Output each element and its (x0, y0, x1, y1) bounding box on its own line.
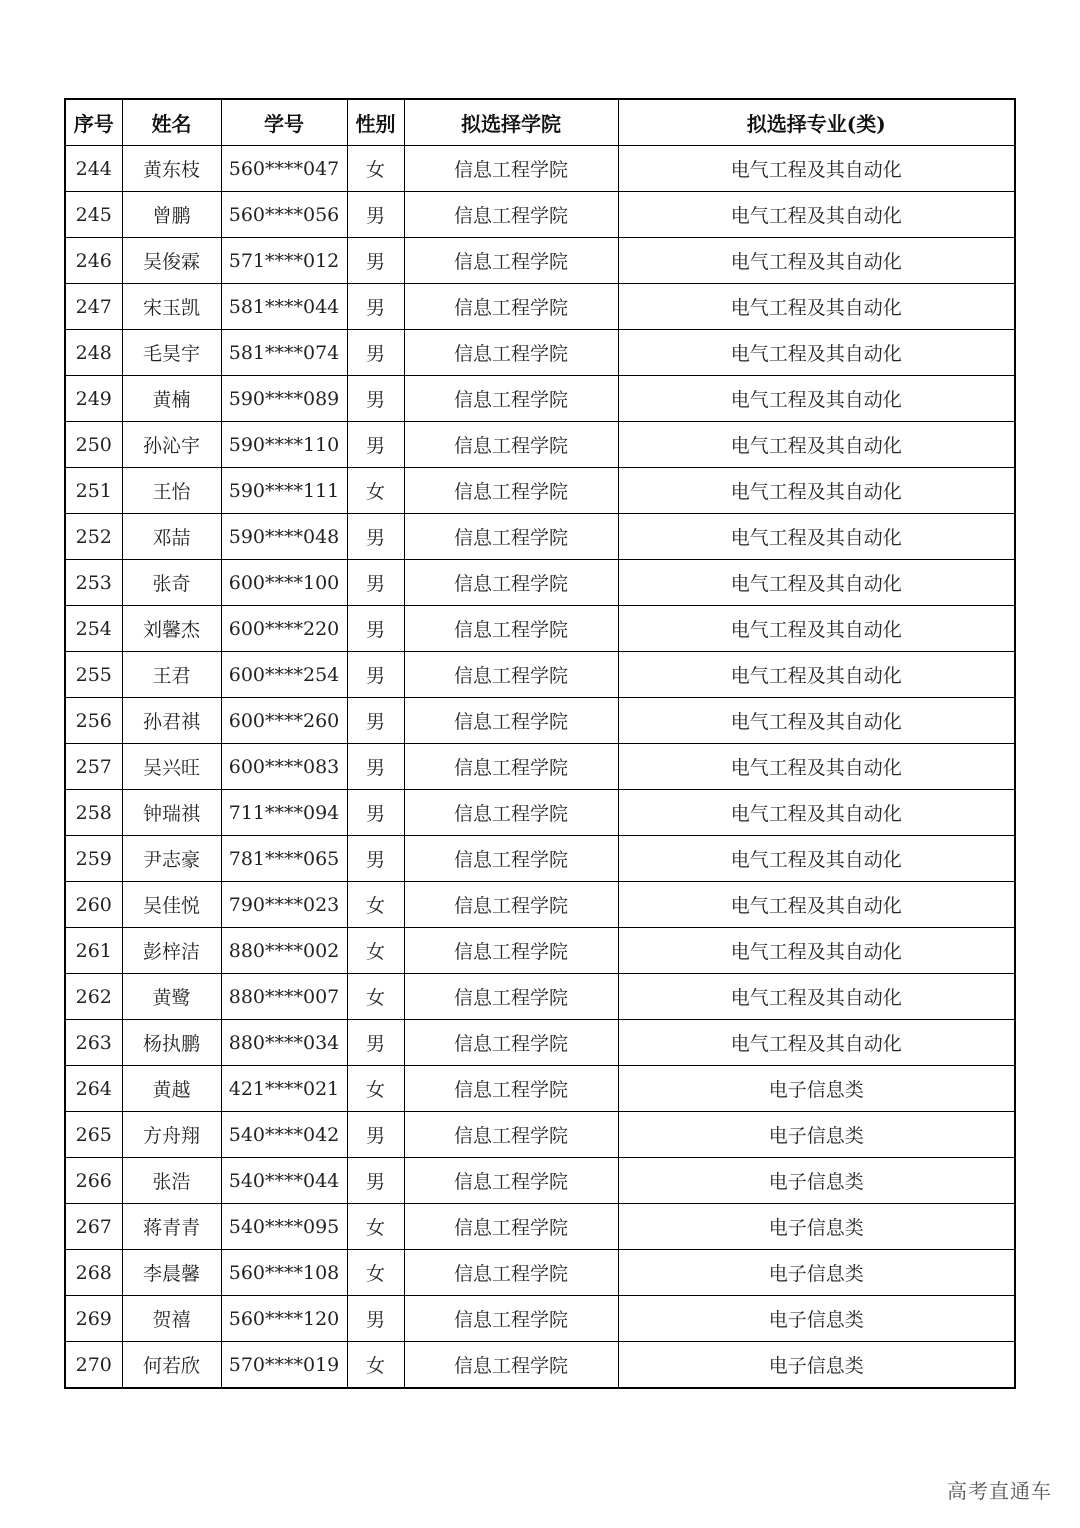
cell-name: 王怡 (122, 468, 221, 514)
cell-serial-number: 253 (65, 560, 122, 606)
cell-gender: 男 (347, 652, 404, 698)
cell-serial-number: 245 (65, 192, 122, 238)
cell-student-id: 711****094 (221, 790, 347, 836)
cell-college: 信息工程学院 (404, 376, 618, 422)
cell-student-id: 560****120 (221, 1296, 347, 1342)
cell-major: 电气工程及其自动化 (618, 744, 1015, 790)
cell-college: 信息工程学院 (404, 1158, 618, 1204)
cell-college: 信息工程学院 (404, 1020, 618, 1066)
header-name: 姓名 (122, 99, 221, 146)
cell-major: 电子信息类 (618, 1296, 1015, 1342)
table-row (65, 284, 1015, 330)
cell-name: 曾鹏 (122, 192, 221, 238)
cell-college: 信息工程学院 (404, 1066, 618, 1112)
table-row (65, 560, 1015, 606)
cell-name: 杨执鹏 (122, 1020, 221, 1066)
cell-gender: 男 (347, 744, 404, 790)
cell-college: 信息工程学院 (404, 1204, 618, 1250)
cell-student-id: 560****047 (221, 146, 347, 192)
cell-student-id: 560****056 (221, 192, 347, 238)
cell-major: 电气工程及其自动化 (618, 1020, 1015, 1066)
cell-college: 信息工程学院 (404, 928, 618, 974)
table-row (65, 192, 1015, 238)
cell-name: 刘馨杰 (122, 606, 221, 652)
cell-gender: 男 (347, 1020, 404, 1066)
cell-gender: 女 (347, 468, 404, 514)
cell-college: 信息工程学院 (404, 422, 618, 468)
table-row (65, 1066, 1015, 1112)
cell-gender: 女 (347, 146, 404, 192)
cell-college: 信息工程学院 (404, 606, 618, 652)
cell-serial-number: 266 (65, 1158, 122, 1204)
cell-serial-number: 265 (65, 1112, 122, 1158)
cell-student-id: 590****089 (221, 376, 347, 422)
cell-name: 孙沁宇 (122, 422, 221, 468)
cell-student-id: 570****019 (221, 1342, 347, 1389)
cell-serial-number: 254 (65, 606, 122, 652)
cell-serial-number: 251 (65, 468, 122, 514)
table-row (65, 238, 1015, 284)
cell-major: 电子信息类 (618, 1342, 1015, 1389)
cell-name: 吴兴旺 (122, 744, 221, 790)
cell-gender: 男 (347, 790, 404, 836)
cell-student-id: 880****002 (221, 928, 347, 974)
cell-gender: 男 (347, 514, 404, 560)
cell-serial-number: 259 (65, 836, 122, 882)
cell-college: 信息工程学院 (404, 836, 618, 882)
cell-student-id: 790****023 (221, 882, 347, 928)
cell-gender: 男 (347, 606, 404, 652)
cell-college: 信息工程学院 (404, 238, 618, 284)
cell-major: 电气工程及其自动化 (618, 192, 1015, 238)
table-row (65, 468, 1015, 514)
cell-student-id: 600****254 (221, 652, 347, 698)
cell-student-id: 600****220 (221, 606, 347, 652)
cell-college: 信息工程学院 (404, 974, 618, 1020)
cell-serial-number: 246 (65, 238, 122, 284)
cell-name: 黄楠 (122, 376, 221, 422)
cell-serial-number: 258 (65, 790, 122, 836)
cell-name: 王君 (122, 652, 221, 698)
cell-serial-number: 267 (65, 1204, 122, 1250)
cell-student-id: 540****042 (221, 1112, 347, 1158)
cell-major: 电气工程及其自动化 (618, 974, 1015, 1020)
cell-name: 毛昊宇 (122, 330, 221, 376)
cell-student-id: 421****021 (221, 1066, 347, 1112)
cell-college: 信息工程学院 (404, 330, 618, 376)
cell-student-id: 581****074 (221, 330, 347, 376)
cell-major: 电气工程及其自动化 (618, 836, 1015, 882)
cell-gender: 男 (347, 698, 404, 744)
cell-serial-number: 270 (65, 1342, 122, 1389)
cell-gender: 男 (347, 284, 404, 330)
table-row (65, 790, 1015, 836)
table-row (65, 1158, 1015, 1204)
cell-major: 电子信息类 (618, 1204, 1015, 1250)
cell-college: 信息工程学院 (404, 1112, 618, 1158)
cell-major: 电气工程及其自动化 (618, 330, 1015, 376)
table-body (65, 146, 1015, 1389)
cell-college: 信息工程学院 (404, 192, 618, 238)
table-row (65, 330, 1015, 376)
header-student-id: 学号 (221, 99, 347, 146)
cell-gender: 女 (347, 928, 404, 974)
table-row (65, 974, 1015, 1020)
cell-serial-number: 264 (65, 1066, 122, 1112)
cell-name: 钟瑞祺 (122, 790, 221, 836)
table-row (65, 698, 1015, 744)
cell-gender: 男 (347, 1158, 404, 1204)
cell-gender: 男 (347, 238, 404, 284)
cell-major: 电气工程及其自动化 (618, 560, 1015, 606)
cell-major: 电气工程及其自动化 (618, 468, 1015, 514)
cell-major: 电气工程及其自动化 (618, 606, 1015, 652)
cell-gender: 女 (347, 1342, 404, 1389)
cell-student-id: 600****100 (221, 560, 347, 606)
cell-major: 电气工程及其自动化 (618, 698, 1015, 744)
cell-name: 贺禧 (122, 1296, 221, 1342)
cell-major: 电子信息类 (618, 1250, 1015, 1296)
cell-gender: 男 (347, 836, 404, 882)
cell-serial-number: 268 (65, 1250, 122, 1296)
cell-serial-number: 269 (65, 1296, 122, 1342)
cell-major: 电气工程及其自动化 (618, 652, 1015, 698)
cell-major: 电子信息类 (618, 1066, 1015, 1112)
table-row (65, 1204, 1015, 1250)
table-row (65, 928, 1015, 974)
cell-student-id: 560****108 (221, 1250, 347, 1296)
header-major: 拟选择专业(类) (618, 99, 1015, 146)
cell-college: 信息工程学院 (404, 284, 618, 330)
cell-major: 电气工程及其自动化 (618, 422, 1015, 468)
cell-major: 电气工程及其自动化 (618, 790, 1015, 836)
cell-serial-number: 252 (65, 514, 122, 560)
header-gender: 性别 (347, 99, 404, 146)
cell-college: 信息工程学院 (404, 146, 618, 192)
cell-student-id: 590****048 (221, 514, 347, 560)
cell-major: 电气工程及其自动化 (618, 514, 1015, 560)
cell-college: 信息工程学院 (404, 514, 618, 560)
cell-college: 信息工程学院 (404, 468, 618, 514)
cell-serial-number: 256 (65, 698, 122, 744)
table-row (65, 146, 1015, 192)
cell-student-id: 590****110 (221, 422, 347, 468)
cell-major: 电子信息类 (618, 1158, 1015, 1204)
table-row (65, 376, 1015, 422)
cell-college: 信息工程学院 (404, 1296, 618, 1342)
cell-college: 信息工程学院 (404, 560, 618, 606)
cell-major: 电气工程及其自动化 (618, 376, 1015, 422)
cell-student-id: 781****065 (221, 836, 347, 882)
table-row (65, 836, 1015, 882)
student-major-table (64, 98, 1016, 1389)
cell-name: 黄东枝 (122, 146, 221, 192)
cell-gender: 女 (347, 882, 404, 928)
cell-name: 邓喆 (122, 514, 221, 560)
table-row (65, 652, 1015, 698)
cell-student-id: 540****044 (221, 1158, 347, 1204)
cell-name: 吴佳悦 (122, 882, 221, 928)
cell-college: 信息工程学院 (404, 744, 618, 790)
cell-major: 电子信息类 (618, 1112, 1015, 1158)
cell-name: 尹志豪 (122, 836, 221, 882)
cell-student-id: 571****012 (221, 238, 347, 284)
cell-gender: 女 (347, 1250, 404, 1296)
cell-serial-number: 247 (65, 284, 122, 330)
cell-gender: 女 (347, 1066, 404, 1112)
cell-serial-number: 255 (65, 652, 122, 698)
cell-gender: 男 (347, 192, 404, 238)
cell-gender: 女 (347, 1204, 404, 1250)
cell-student-id: 600****260 (221, 698, 347, 744)
cell-serial-number: 262 (65, 974, 122, 1020)
header-college: 拟选择学院 (404, 99, 618, 146)
table-row (65, 1112, 1015, 1158)
cell-gender: 男 (347, 1296, 404, 1342)
cell-student-id: 880****007 (221, 974, 347, 1020)
table-header-row (65, 99, 1015, 146)
cell-serial-number: 249 (65, 376, 122, 422)
cell-name: 吴俊霖 (122, 238, 221, 284)
cell-college: 信息工程学院 (404, 882, 618, 928)
cell-name: 黄鹭 (122, 974, 221, 1020)
cell-serial-number: 257 (65, 744, 122, 790)
cell-gender: 男 (347, 330, 404, 376)
cell-student-id: 880****034 (221, 1020, 347, 1066)
cell-name: 李晨馨 (122, 1250, 221, 1296)
cell-major: 电气工程及其自动化 (618, 238, 1015, 284)
cell-major: 电气工程及其自动化 (618, 284, 1015, 330)
cell-name: 孙君祺 (122, 698, 221, 744)
table-row (65, 1020, 1015, 1066)
cell-gender: 女 (347, 974, 404, 1020)
cell-serial-number: 260 (65, 882, 122, 928)
cell-serial-number: 244 (65, 146, 122, 192)
cell-name: 黄越 (122, 1066, 221, 1112)
cell-college: 信息工程学院 (404, 790, 618, 836)
cell-student-id: 590****111 (221, 468, 347, 514)
table-row (65, 1342, 1015, 1389)
cell-name: 何若欣 (122, 1342, 221, 1389)
cell-college: 信息工程学院 (404, 698, 618, 744)
table-row (65, 514, 1015, 560)
cell-name: 蒋青青 (122, 1204, 221, 1250)
cell-gender: 男 (347, 560, 404, 606)
table-row (65, 1250, 1015, 1296)
cell-name: 宋玉凯 (122, 284, 221, 330)
table-row (65, 1296, 1015, 1342)
table-row (65, 882, 1015, 928)
cell-gender: 男 (347, 422, 404, 468)
cell-college: 信息工程学院 (404, 1342, 618, 1389)
cell-name: 方舟翔 (122, 1112, 221, 1158)
cell-serial-number: 261 (65, 928, 122, 974)
header-serial-number: 序号 (65, 99, 122, 146)
cell-major: 电气工程及其自动化 (618, 928, 1015, 974)
cell-student-id: 540****095 (221, 1204, 347, 1250)
cell-college: 信息工程学院 (404, 652, 618, 698)
cell-serial-number: 250 (65, 422, 122, 468)
cell-student-id: 581****044 (221, 284, 347, 330)
table-row (65, 744, 1015, 790)
cell-gender: 男 (347, 376, 404, 422)
cell-serial-number: 263 (65, 1020, 122, 1066)
cell-name: 张奇 (122, 560, 221, 606)
cell-major: 电气工程及其自动化 (618, 882, 1015, 928)
cell-college: 信息工程学院 (404, 1250, 618, 1296)
cell-name: 张浩 (122, 1158, 221, 1204)
watermark-text: 高考直通车 (947, 1479, 1052, 1503)
cell-student-id: 600****083 (221, 744, 347, 790)
cell-serial-number: 248 (65, 330, 122, 376)
table-row (65, 422, 1015, 468)
cell-gender: 男 (347, 1112, 404, 1158)
cell-major: 电气工程及其自动化 (618, 146, 1015, 192)
cell-name: 彭梓洁 (122, 928, 221, 974)
table-row (65, 606, 1015, 652)
